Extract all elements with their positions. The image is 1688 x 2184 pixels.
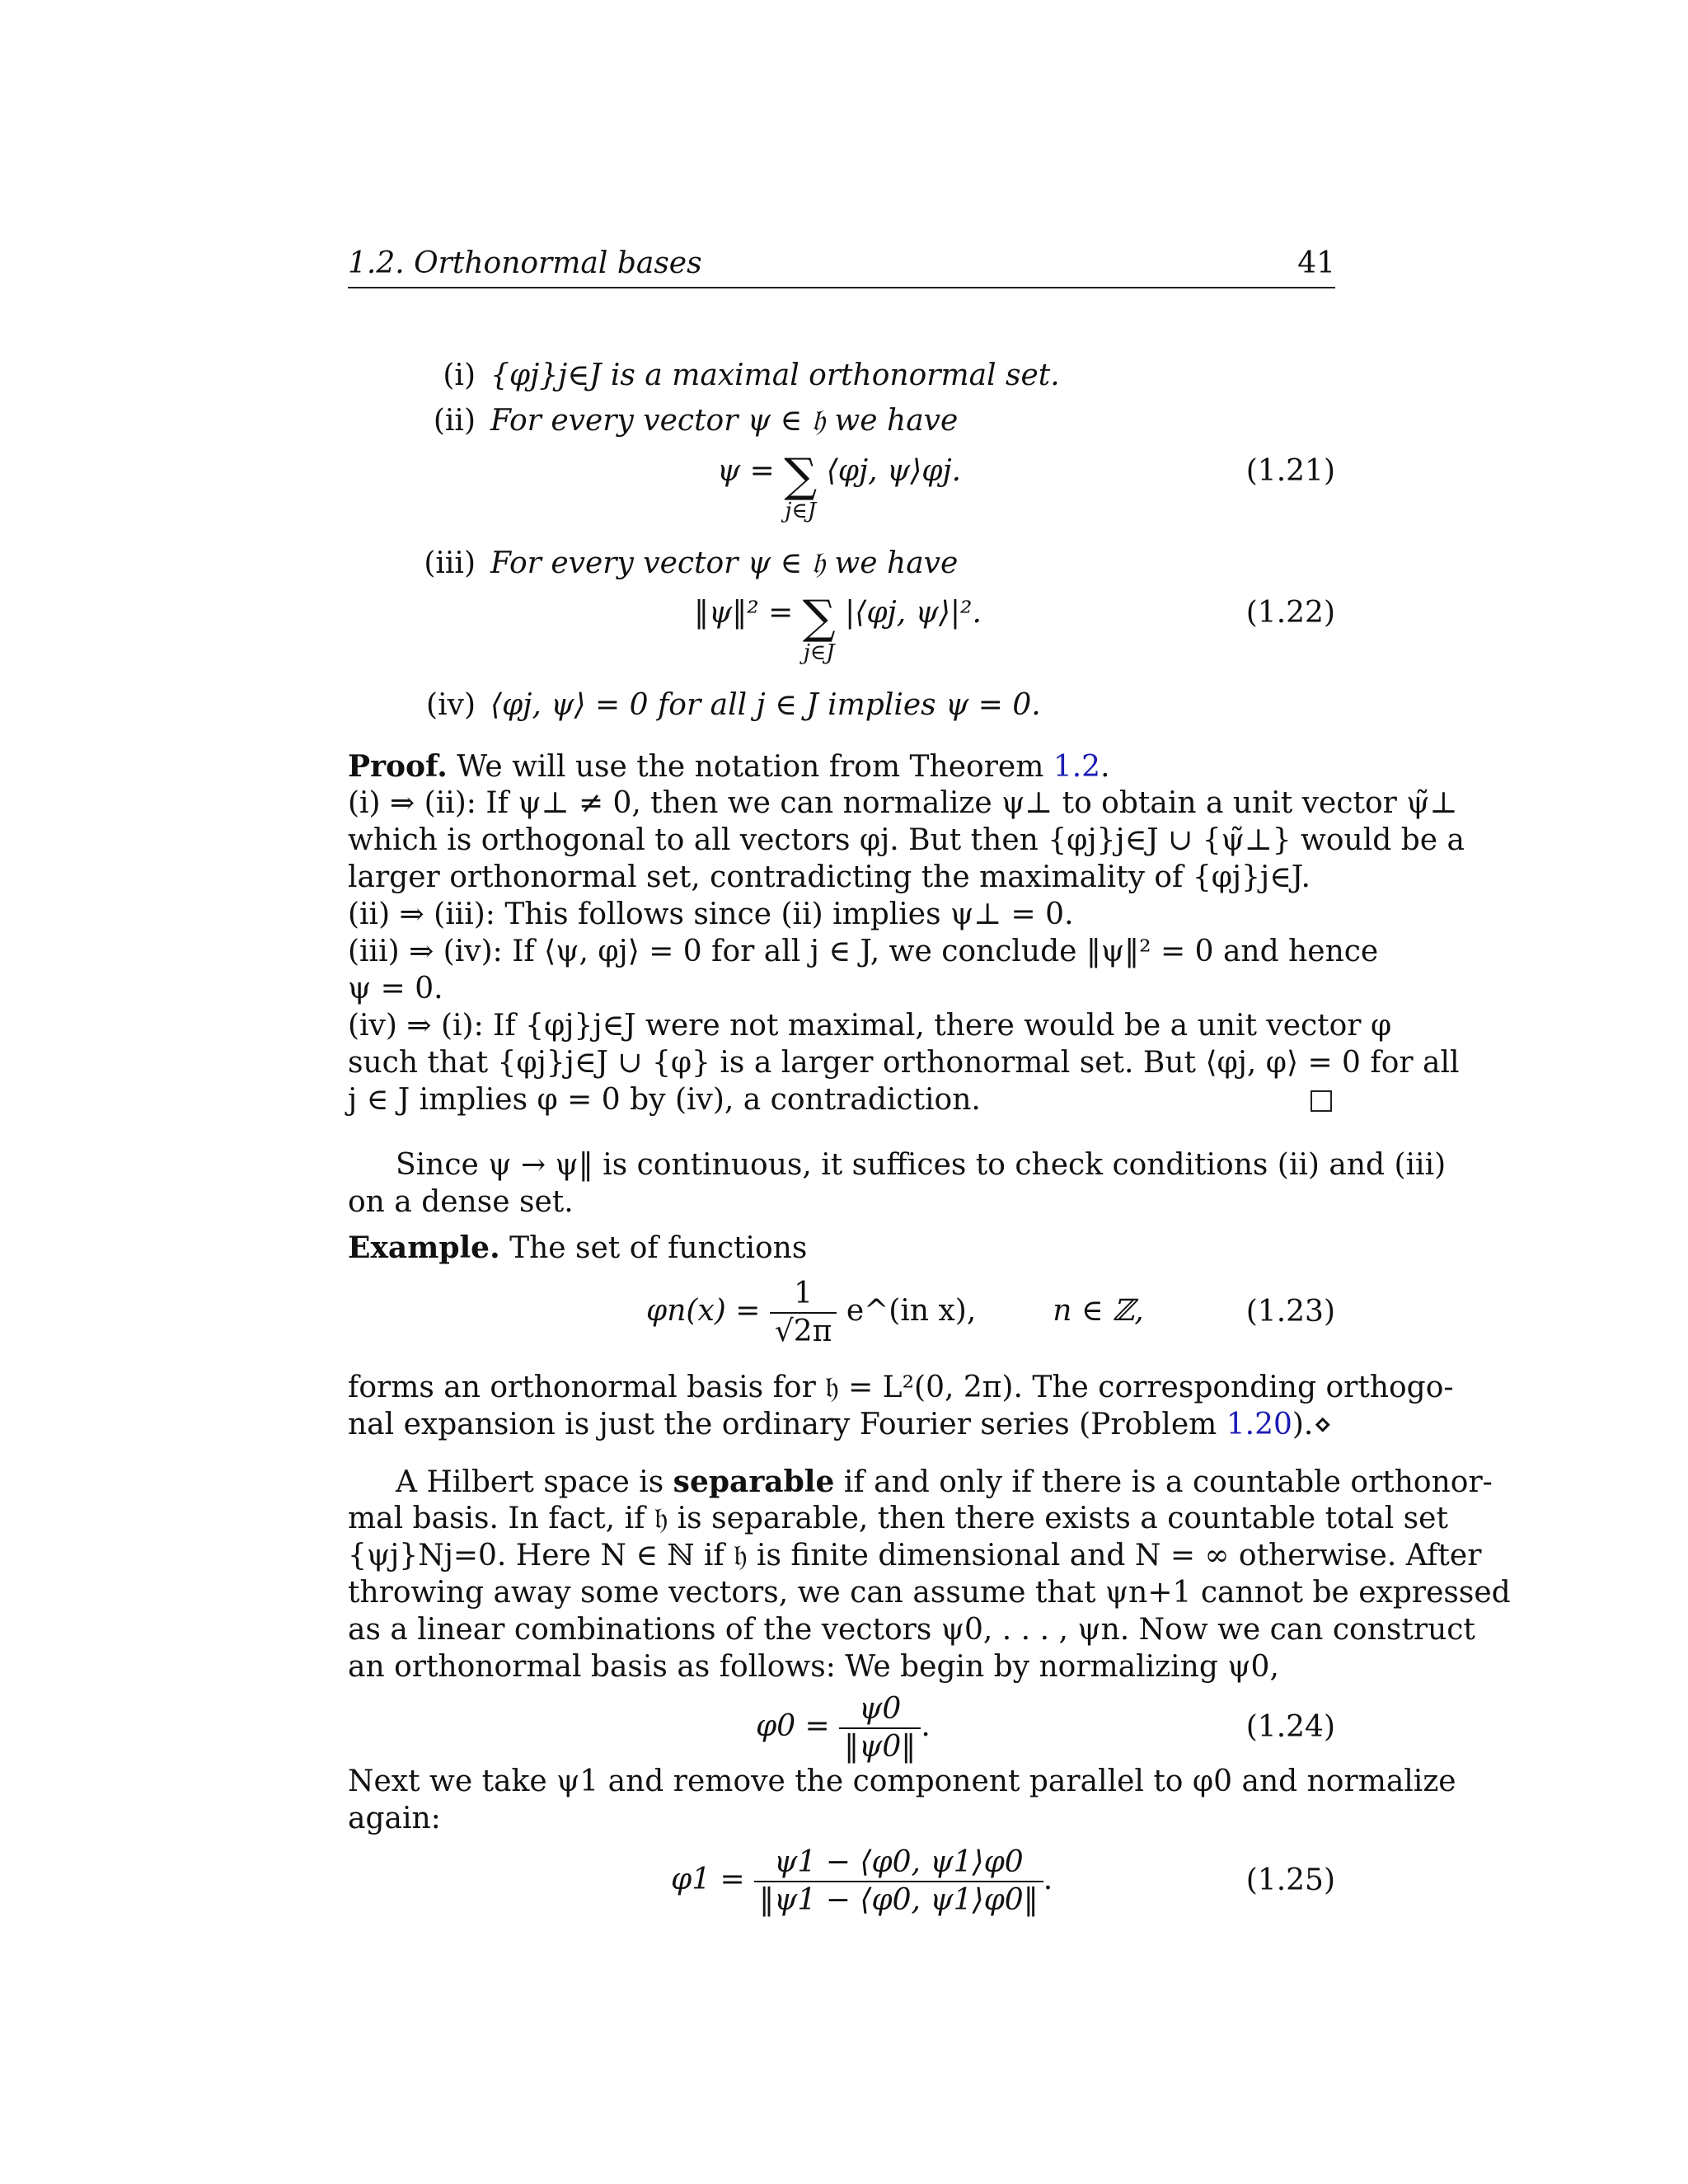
equation-1-22 bbox=[348, 591, 1335, 686]
item-text: {φj}j∈J is a maximal orthonormal set. bbox=[490, 359, 1060, 392]
paragraph-line: on a dense set. bbox=[348, 1185, 574, 1219]
equation-lhs: φ1 = bbox=[671, 1863, 745, 1896]
paragraph-line: an orthonormal basis as follows: We begin by normalizing ψ0, bbox=[348, 1650, 1279, 1684]
diamond-icon: ⋄ bbox=[1313, 1408, 1332, 1441]
running-header bbox=[348, 244, 1335, 288]
fraction: $\frac{\psi 1 - ⟨\varphi 0, \psi 1⟩\varphi 0}{‖\psi 1 - ⟨\varphi 0, \psi 1⟩\varphi 0‖}$ bbox=[754, 1844, 1043, 1919]
item-i bbox=[348, 358, 1335, 394]
proof-line-3: which is orthogonal to all vectors φj. But then {φj}j∈J ∪ {ψ̃⊥} would be a bbox=[348, 823, 1465, 857]
equation-lhs: ‖ψ‖² = bbox=[694, 596, 794, 630]
problem-link[interactable]: 1.20 bbox=[1226, 1408, 1292, 1441]
equation-number: (1.25) bbox=[1245, 1863, 1335, 1897]
item-text: For every vector ψ ∈ 𝔥 we have bbox=[490, 546, 959, 580]
item-text: For every vector ψ ∈ 𝔥 we have bbox=[490, 404, 959, 438]
proof-line-9: such that {φj}j∈J ∪ {φ} is a larger orthonormal set. But ⟨φj, φ⟩ = 0 for all bbox=[348, 1046, 1460, 1080]
item-label: (iv) bbox=[426, 688, 476, 722]
proof-heading: Proof. bbox=[348, 749, 448, 784]
proof-line-7: ψ = 0. bbox=[348, 972, 443, 1005]
equation-rhs: e^(in x), bbox=[846, 1294, 977, 1328]
equation-rhs: ⟨φj, ψ⟩φj. bbox=[826, 454, 962, 488]
separable-term: separable bbox=[673, 1465, 835, 1499]
equation-1-21 bbox=[348, 449, 1335, 544]
equation-lhs: φn(x) = bbox=[646, 1294, 761, 1328]
proof-text: We will use the notation from Theorem bbox=[457, 750, 1044, 784]
equation-condition: n ∈ ℤ, bbox=[1053, 1294, 1144, 1328]
proof-line-4: larger orthonormal set, contradicting the maximality of {φj}j∈J. bbox=[348, 860, 1311, 894]
paragraph-line: Next we take ψ1 and remove the component parallel to φ0 and normalize bbox=[348, 1765, 1456, 1798]
page-number: 41 bbox=[1297, 246, 1335, 280]
equation-1-25: φ1 = $\frac{\psi 1 - ⟨\varphi 0, \psi 1⟩\varphi 0}{‖\psi 1 - ⟨\varphi 0, \psi 1⟩\varphi 0‖}$ . (1.25) bbox=[671, 1845, 1335, 1917]
item-label: (i) bbox=[443, 359, 476, 392]
paragraph-line: again: bbox=[348, 1802, 441, 1835]
item-label: (ii) bbox=[433, 404, 476, 438]
proof-line-8: (iv) ⇒ (i): If {φj}j∈J were not maximal, there would be a unit vector φ bbox=[348, 1009, 1392, 1043]
equation-1-24: φ0 = $\frac{\psi 0}{‖\psi 0‖}$ . (1.24) bbox=[756, 1692, 1335, 1764]
page bbox=[348, 0, 1511, 2184]
equation-rhs: |⟨φj, ψ⟩|². bbox=[845, 596, 982, 630]
equation-number: (1.21) bbox=[1245, 454, 1335, 488]
equation-number: (1.23) bbox=[1245, 1295, 1335, 1329]
proof-line-5: (ii) ⇒ (iii): This follows since (ii) implies ψ⊥ = 0. bbox=[348, 898, 1074, 931]
paragraph-line: throwing away some vectors, we can assume that ψn+1 cannot be expressed bbox=[348, 1576, 1511, 1610]
paragraph-line: {ψj}Nj=0. Here N ∈ ℕ if 𝔥 is finite dimensional and N = ∞ otherwise. After bbox=[348, 1539, 1482, 1572]
proof-line-10: j ∈ J implies φ = 0 by (iv), a contradiction. bbox=[348, 1083, 981, 1117]
item-ii bbox=[348, 403, 1335, 439]
example-line-2 bbox=[348, 1407, 1335, 1443]
item-text: ⟨φj, ψ⟩ = 0 for all j ∈ J implies ψ = 0. bbox=[490, 688, 1041, 722]
equation-1-23 bbox=[348, 1276, 1335, 1358]
item-iv bbox=[348, 687, 1335, 724]
equation-number: (1.22) bbox=[1245, 596, 1335, 630]
sum-symbol: ∑ j∈J bbox=[784, 449, 818, 523]
item-label: (iii) bbox=[424, 546, 476, 580]
proof-line-6: (iii) ⇒ (iv): If ⟨ψ, φj⟩ = 0 for all j ∈ J, we conclude ‖ψ‖² = 0 and hence bbox=[348, 935, 1379, 968]
equation-number: (1.24) bbox=[1245, 1710, 1335, 1744]
equation-lhs: ψ = bbox=[717, 454, 775, 488]
paragraph-line: A Hilbert space is separable if and only if there is a countable orthonor- bbox=[396, 1465, 1493, 1499]
proof-line-1 bbox=[348, 748, 1335, 785]
paragraph-line: mal basis. In fact, if 𝔥 is separable, then there exists a countable total set bbox=[348, 1502, 1448, 1535]
example-text: nal expansion is just the ordinary Fourier series (Problem bbox=[348, 1408, 1217, 1441]
fraction: $\frac{1}{√2\pi}$ bbox=[770, 1276, 837, 1350]
theorem-link[interactable]: 1.2 bbox=[1053, 750, 1101, 784]
item-iii bbox=[348, 546, 1335, 582]
equation-lhs: φ0 = bbox=[756, 1709, 830, 1743]
fraction: $\frac{\psi 0}{‖\psi 0‖}$ bbox=[839, 1691, 921, 1765]
paragraph-line: Since ψ → ψ‖ is continuous, it suffices to check conditions (ii) and (iii) bbox=[396, 1148, 1447, 1182]
example-text: The set of functions bbox=[509, 1231, 808, 1265]
example-heading: Example. bbox=[348, 1230, 500, 1265]
section-title: 1.2. Orthonormal bases bbox=[348, 246, 702, 280]
sum-symbol: ∑ j∈J bbox=[802, 591, 836, 665]
example-text: ). bbox=[1292, 1408, 1314, 1441]
paragraph-line: as a linear combinations of the vectors ψ0, . . . , ψn. Now we can construct bbox=[348, 1613, 1475, 1647]
example-intro bbox=[348, 1230, 1335, 1267]
proof-text: . bbox=[1100, 750, 1110, 784]
example-line-1: forms an orthonormal basis for 𝔥 = L²(0, 2π). The corresponding orthogo- bbox=[348, 1371, 1454, 1404]
qed-box-icon bbox=[1311, 1090, 1332, 1112]
proof-line-2: (i) ⇒ (ii): If ψ⊥ ≠ 0, then we can normalize ψ⊥ to obtain a unit vector ψ̃⊥ bbox=[348, 786, 1458, 820]
